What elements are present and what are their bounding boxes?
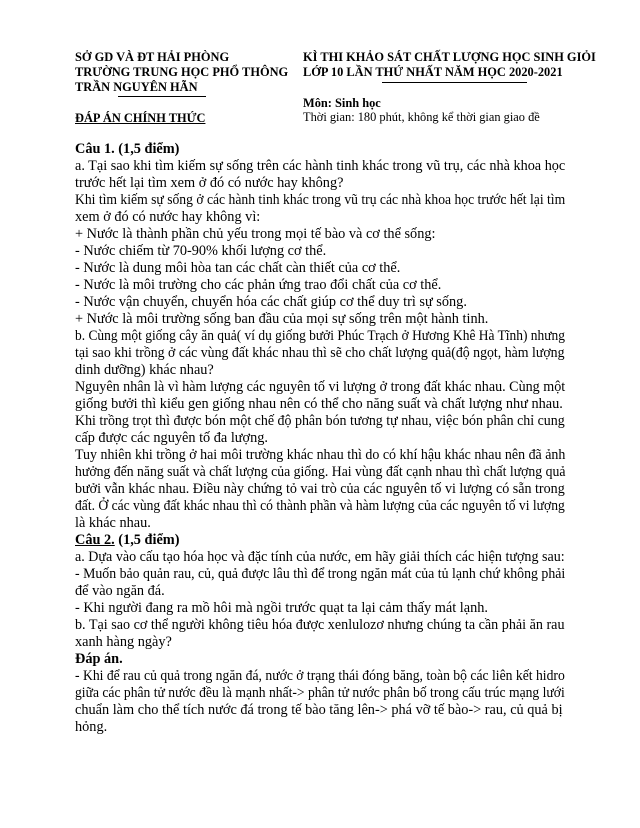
subject-label: Môn: Sinh học — [303, 96, 381, 110]
question-2b-text: b. Tại sao cơ thể người không tiêu hóa được xenlulozơ nhưng chúng ta cần phải ăn rau — [75, 617, 565, 633]
school-name-line2: TRẦN NGUYÊN HÃN — [75, 80, 198, 94]
question-1a-answer: - Nước là dung môi hòa tan các chất càn thiết của cơ thể. — [75, 260, 401, 276]
exam-title-line1: KÌ THI KHẢO SÁT CHẤT LƯỢNG HỌC SINH GIỎI — [303, 50, 596, 64]
time-label: Thời gian: 180 phút, không kể thời gian giao đề — [303, 110, 540, 124]
question-1a-answer: - Nước là môi trường cho các phản ứng trao đổi chất của cơ thể. — [75, 277, 442, 293]
question-2-answer-label: Đáp án. — [75, 651, 123, 667]
question-1a-text: a. Tại sao khi tìm kiếm sự sống trên các hành tinh khác trong vũ trụ, các nhà khoa học — [75, 158, 566, 174]
question-1b-text: dinh dưỡng) khác nhau? — [75, 362, 214, 378]
question-2-answer: - Khi để rau củ quả trong ngăn đá, nước ở trạng thái đóng băng, toàn bộ các liên kết hidro — [75, 668, 565, 684]
question-1b-answer: giống bưởi thì kiểu gen giống nhau nên có thể cho năng suất và chất lượng như nhau. — [75, 396, 563, 412]
question-1b-answer: hưởng đến năng suất và chất lượng của giống. Hai vùng đất cạnh nhau thì chất lượng quả — [75, 464, 566, 480]
school-name-line1: TRƯỜNG TRUNG HỌC PHỔ THÔNG — [75, 65, 289, 79]
question-2-title — [75, 532, 179, 549]
question-2a-text: - Khi người đang ra mồ hôi mà ngồi trước quạt ta lại cảm thấy mát lạnh. — [75, 600, 488, 616]
question-1b-answer: là khác nhau. — [75, 515, 151, 531]
question-1b-text: b. Cùng một giống cây ăn quả( ví dụ giống bưởi Phúc Trạch ở Hương Khê Hà Tĩnh) nhưng — [75, 328, 565, 344]
question-1a-answer: - Nước vận chuyển, chuyển hóa các chất giúp cơ thể duy trì sự sống. — [75, 294, 467, 310]
question-2a-text: - Muốn bảo quản rau, củ, quả được lâu thì để trong ngăn mát của tủ lạnh chứ không phải — [75, 566, 566, 582]
school-department: SỞ GD VÀ ĐT HẢI PHÒNG — [75, 50, 230, 64]
header-right-divider — [382, 82, 527, 83]
question-1b-answer: Nguyên nhân là vì hàm lượng các nguyên tố vi lượng ở trong đất khác nhau. Cùng một — [75, 379, 566, 395]
answer-key-label: ĐÁP ÁN CHÍNH THỨC — [75, 111, 206, 125]
question-2a-text: a. Dựa vào cấu tạo hóa học và đặc tính của nước, em hãy giải thích các hiện tượng sau: — [75, 549, 565, 565]
question-1b-answer: Tuy nhiên khi trồng ở hai môi trường khác nhau thì do có khí hậu khác nhau nên đã ảnh — [75, 447, 566, 463]
question-2-answer: chuẩn làm cho thể tích nước đá trong tế bào tăng lên-> phá vỡ tế bào-> rau, củ quả bị — [75, 702, 563, 718]
question-1a-answer: Khi tìm kiếm sự sống ở các hành tinh khác trong vũ trụ các nhà khoa học trước hết lại tìm — [75, 192, 566, 208]
question-1b-answer: Khi trồng trọt thì được bón một chế độ phân bón tương tự nhau, việc bón phân chỉ cung — [75, 413, 565, 429]
question-1-title: Câu 1. (1,5 điểm) — [75, 141, 180, 157]
exam-title-line2: LỚP 10 LẦN THỨ NHẤT NĂM HỌC 2020-2021 — [303, 65, 563, 79]
header-left-divider — [118, 96, 206, 97]
question-2b-text: xanh hàng ngày? — [75, 634, 172, 650]
question-1a-text: trước hết lại tìm xem ở đó có nước hay không? — [75, 175, 344, 191]
question-1b-text: tại sao khi trồng ở các vùng đất khác nhau thì sẽ cho chất lượng quả(độ ngọt, hàm lượng — [75, 345, 565, 361]
question-1b-answer: cấp được các nguyên tố đa lượng. — [75, 430, 268, 446]
question-2-answer: hỏng. — [75, 719, 108, 735]
question-2-answer: giữa các phân tử nước đều là mạnh nhất-> phân tử nước phân bố trong cấu trúc mạng lưới — [75, 685, 565, 701]
question-1a-answer: + Nước là thành phần chủ yếu trong mọi tế bào và cơ thể sống: — [75, 226, 436, 242]
question-2a-text: để vào ngăn đá. — [75, 583, 165, 599]
question-1b-answer: bưởi vẫn khác nhau. Điều này chứng tỏ vai trò của các nguyên tố vi lượng có sẵn trong — [75, 481, 565, 497]
question-2-number: Câu 2. — [75, 532, 115, 548]
question-1a-answer: xem ở đó có nước hay không vì: — [75, 209, 261, 225]
question-1b-answer: đất. Ở các vùng đất khác nhau thì có thành phần và hàm lượng của các nguyên tố vi lượng — [75, 498, 565, 514]
question-1a-answer: - Nước chiếm từ 70-90% khối lượng cơ thể. — [75, 243, 327, 259]
question-1a-answer: + Nước là môi trường sống ban đầu của mọi sự sống trên một hành tinh. — [75, 311, 489, 327]
question-2-points: (1,5 điểm) — [114, 532, 180, 548]
